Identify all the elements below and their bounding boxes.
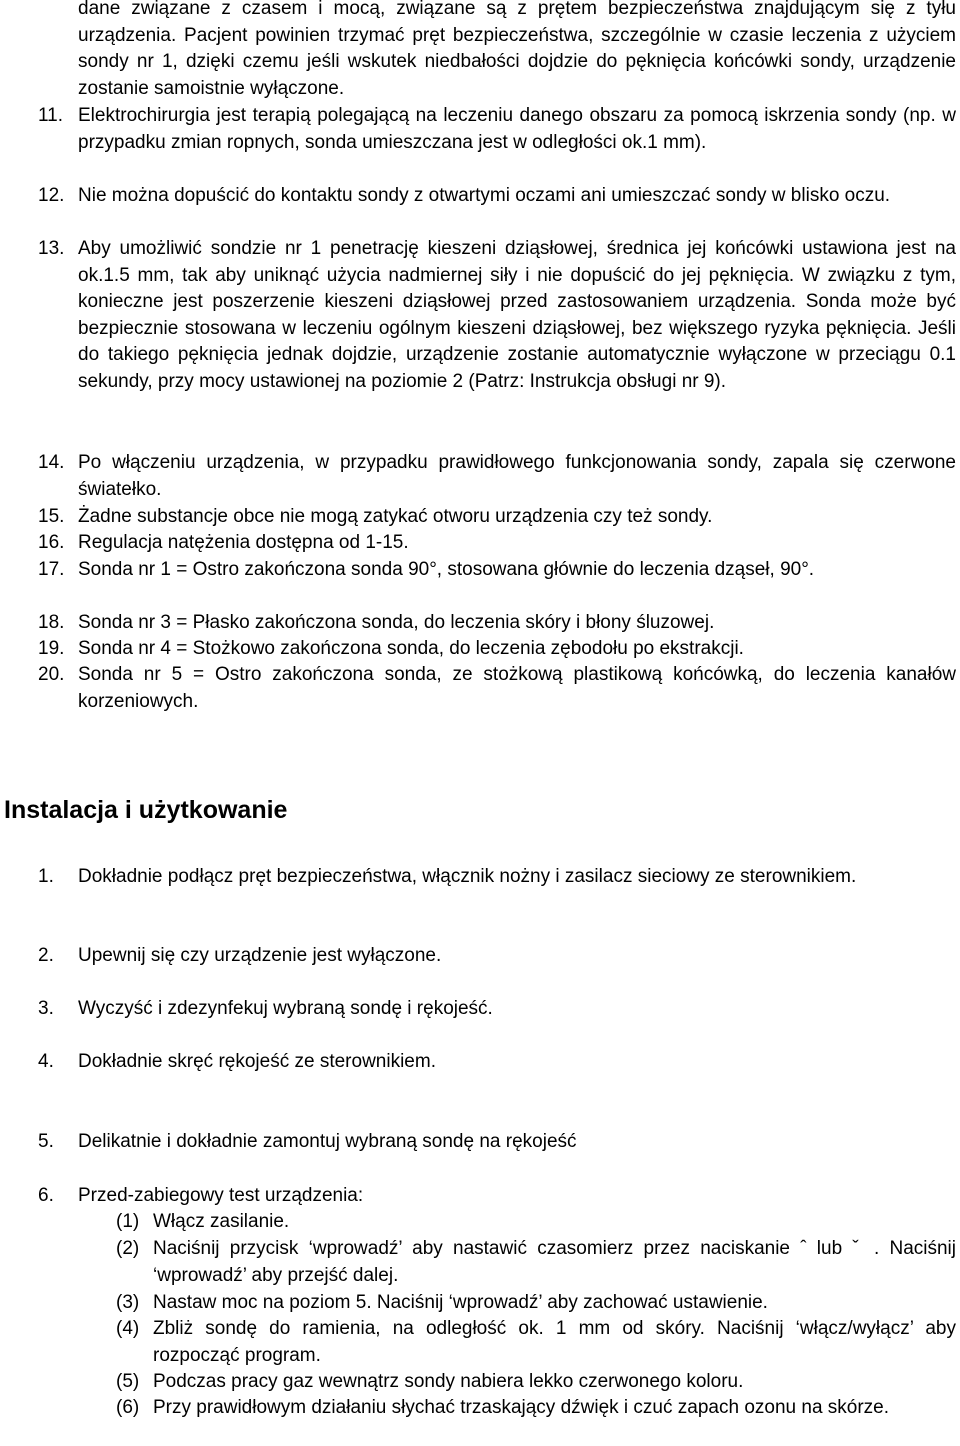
step-item [38, 996, 956, 1023]
list-text: Żadne substancje obce nie mogą zatykać otworu urządzenia czy też sondy. [78, 506, 713, 527]
list-number: 16. [38, 532, 65, 553]
list-text: Aby umożliwić sondzie nr 1 penetrację kieszeni dziąsłowej, średnica jej końcówki ustawiona jest na ok.1.5 mm, tak aby uniknąć użycia nadmiernej siły i nie dopuścić do jej pęknięcia. W związku z tym, konieczne jest poszerzenie kieszeni dziąsłowej przed zastosowaniem urządzenia. Sonda może być bezpiecznie stosowana w leczeniu ogólnym kieszeni dziąsłowej, bez większego ryzyka pęknięcia. Jeśli do takiego pęknięcia jednak dojdzie, urządzenie zostanie automatycznie wyłączone w przeciągu 0.1 sekundy, przy mocy ustawionej na poziomie 2 (Patrz: Instrukcja obsługi nr 9). [78, 238, 956, 392]
step-number: 4. [38, 1051, 54, 1072]
substep-item [116, 1395, 956, 1422]
step-text: Upewnij się czy urządzenie jest wyłączone. [78, 945, 442, 966]
list-item [38, 662, 956, 715]
step-number: 5. [38, 1131, 54, 1152]
substep-item [116, 1369, 956, 1396]
substep-number: (1) [116, 1211, 140, 1232]
list-number: 19. [38, 638, 65, 659]
list-number: 15. [38, 506, 65, 527]
step-text: Wyczyść i zdezynfekuj wybraną sondę i rękojeść. [78, 998, 493, 1019]
list-number: 11. [38, 105, 64, 126]
substep-number: (4) [116, 1318, 140, 1339]
step-item [38, 1049, 956, 1076]
list-item [38, 236, 956, 395]
list-item [38, 450, 956, 503]
list-item [38, 504, 956, 531]
substep-text: Włącz zasilanie. [153, 1211, 290, 1232]
substep-item [116, 1290, 956, 1317]
step-item [38, 943, 956, 970]
step-item [38, 864, 956, 891]
list-number: 20. [38, 664, 65, 685]
list-item [38, 557, 956, 584]
substep-text: Nastaw moc na poziom 5. Naciśnij ‘wprowadź’ aby zachować ustawienie. [153, 1292, 768, 1313]
list-number: 12. [38, 185, 65, 206]
list-number: 13. [38, 238, 65, 259]
list-item [38, 610, 956, 637]
list-number: 18. [38, 612, 65, 633]
section-heading: Instalacja i użytkowanie [4, 796, 288, 824]
step-text: Dokładnie podłącz pręt bezpieczeństwa, włącznik nożny i zasilacz sieciowy ze sterownikiem. [78, 866, 857, 887]
list-item [38, 636, 956, 663]
substep-number: (5) [116, 1371, 140, 1392]
list-text: Regulacja natężenia dostępna od 1-15. [78, 532, 409, 553]
step-text: Dokładnie skręć rękojeść ze sterownikiem. [78, 1051, 436, 1072]
list-number: 17. [38, 559, 65, 580]
step-item [38, 1129, 956, 1156]
list-item [38, 103, 956, 156]
list-item [38, 183, 956, 210]
substep-text: Zbliż sondę do ramienia, na odległość ok. 1 mm od skóry. Naciśnij ‘włącz/wyłącz’ aby rozpocząć program. [153, 1318, 956, 1366]
step-text: Przed-zabiegowy test urządzenia: [78, 1185, 364, 1206]
substep-item [116, 1209, 956, 1236]
list-text: Sonda nr 5 = Ostro zakończona sonda, ze stożkową plastikową końcówką, do leczenia kanałów korzeniowych. [78, 664, 956, 712]
list-number: 14. [38, 452, 65, 473]
step-item [38, 1183, 956, 1210]
list-item [38, 530, 956, 557]
substep-number: (6) [116, 1397, 140, 1418]
substep-item [116, 1316, 956, 1369]
list-text: Sonda nr 4 = Stożkowo zakończona sonda, do leczenia zębodołu po ekstrakcji. [78, 638, 744, 659]
list-text: Sonda nr 1 = Ostro zakończona sonda 90°, stosowana głównie do leczenia dząseł, 90°. [78, 559, 815, 580]
list-text: Po włączeniu urządzenia, w przypadku prawidłowego funkcjonowania sondy, zapala się czerwone światełko. [78, 452, 956, 500]
substep-text: Przy prawidłowym działaniu słychać trzaskający dźwięk i czuć zapach ozonu na skórze. [153, 1397, 890, 1418]
step-number: 1. [38, 866, 54, 887]
substep-text: Naciśnij przycisk ‘wprowadź’ aby nastawić czasomierz przez naciskanie ˆ lub ˇ . Naciśnij ‘wprowadź’ aby przejść dalej. [153, 1238, 956, 1286]
substep-text: Podczas pracy gaz wewnątrz sondy nabiera lekko czerwonego koloru. [153, 1371, 744, 1392]
list-text: Sonda nr 3 = Płasko zakończona sonda, do leczenia skóry i błony śluzowej. [78, 612, 715, 633]
substep-number: (3) [116, 1292, 140, 1313]
step-number: 6. [38, 1185, 54, 1206]
step-number: 2. [38, 945, 54, 966]
continuation-paragraph [78, 0, 956, 102]
step-number: 3. [38, 998, 54, 1019]
step-text: Delikatnie i dokładnie zamontuj wybraną sondę na rękojeść [78, 1131, 577, 1152]
paragraph-text: dane związane z czasem i mocą, związane są z prętem bezpieczeństwa znajdującym się z tyłu urządzenia. Pacjent powinien trzymać pręt bezpieczeństwa, szczególnie w czasie leczenia z użyciem sondy nr 1, dzięki czemu jeśli wskutek niedbałości dojdzie do pęknięcia końcówki sondy, urządzenie zostanie samoistnie wyłączone. [78, 0, 956, 99]
list-text: Elektrochirurgia jest terapią polegającą na leczeniu danego obszaru za pomocą iskrzenia sondy (np. w przypadku zmian ropnych, sonda umieszczana jest w odległości ok.1 mm). [78, 105, 956, 153]
list-text: Nie można dopuścić do kontaktu sondy z otwartymi oczami ani umieszczać sondy w blisko oczu. [78, 185, 891, 206]
substep-item [116, 1236, 956, 1289]
substep-number: (2) [116, 1238, 140, 1259]
